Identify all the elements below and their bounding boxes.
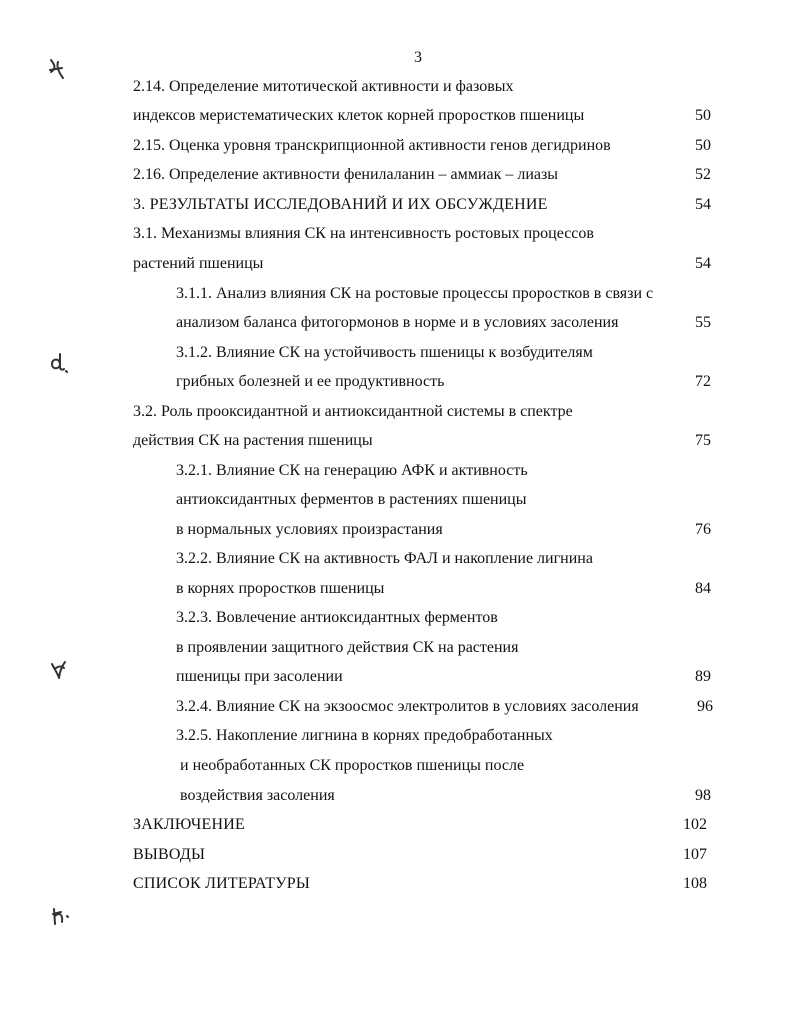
toc-entry-3-2-3-line1: 3.2.3. Вовлечение антиоксидантных ферментов bbox=[176, 609, 498, 626]
margin-handwritten-mark-2 bbox=[48, 352, 70, 380]
toc-entry-3-2-line2: действия СК на растения пшеницы bbox=[133, 432, 373, 449]
margin-handwritten-mark-4 bbox=[51, 906, 73, 934]
toc-page-3-2-4: 96 bbox=[697, 698, 713, 715]
toc-entry-3-2-3-line2: в проявлении защитного действия СК на растения bbox=[176, 639, 519, 656]
toc-page-references: 108 bbox=[683, 875, 707, 892]
toc-page-3-1-1: 55 bbox=[695, 314, 711, 331]
toc-entry-3-2-4: 3.2.4. Влияние СК на экзоосмос электролитов в условиях засоления bbox=[176, 698, 639, 715]
toc-entry-3-1-2-line1: 3.1.2. Влияние СК на устойчивость пшеницы к возбудителям bbox=[176, 344, 593, 361]
margin-handwritten-mark-1 bbox=[48, 58, 66, 86]
toc-page-chapter-3: 54 bbox=[695, 196, 711, 213]
toc-page-3-2-1: 76 bbox=[695, 521, 711, 538]
toc-entry-3-2-2-line2: в корнях проростков пшеницы bbox=[176, 580, 385, 597]
toc-entry-3-2-5-line1: 3.2.5. Накопление лигнина в корнях предобработанных bbox=[176, 727, 553, 744]
toc-entry-3-2-5-line3: воздействия засоления bbox=[180, 787, 335, 804]
toc-entry-3-1-1-line1: 3.1.1. Анализ влияния СК на ростовые процессы проростков в связи с bbox=[176, 285, 654, 302]
toc-page-3-2: 75 bbox=[695, 432, 711, 449]
toc-entry-findings: ВЫВОДЫ bbox=[133, 846, 206, 863]
toc-page-2-14: 50 bbox=[695, 107, 711, 124]
page-number: 3 bbox=[414, 49, 422, 66]
toc-page-findings: 107 bbox=[683, 846, 707, 863]
toc-page-2-16: 52 bbox=[695, 166, 711, 183]
toc-entry-3-1-line1: 3.1. Механизмы влияния СК на интенсивность ростовых процессов bbox=[133, 225, 594, 242]
toc-entry-2-14-line2: индексов меристематических клеток корней проростков пшеницы bbox=[133, 107, 585, 124]
toc-page-3-1-2: 72 bbox=[695, 373, 711, 390]
toc-entry-3-2-line1: 3.2. Роль прооксидантной и антиоксидантной системы в спектре bbox=[133, 403, 573, 420]
toc-entry-3-2-5-line2: и необработанных СК проростков пшеницы после bbox=[180, 757, 525, 774]
toc-entry-3-2-1-line2: антиоксидантных ферментов в растениях пшеницы bbox=[176, 491, 527, 508]
toc-page-3-2-5: 98 bbox=[695, 787, 711, 804]
toc-page-2-15: 50 bbox=[695, 137, 711, 154]
toc-entry-2-14-line1: 2.14. Определение митотической активности и фазовых bbox=[133, 78, 514, 95]
toc-entry-2-15: 2.15. Оценка уровня транскрипционной активности генов дегидринов bbox=[133, 137, 611, 154]
margin-handwritten-mark-3 bbox=[50, 660, 68, 686]
toc-entry-3-1-2-line2: грибных болезней и ее продуктивность bbox=[176, 373, 445, 390]
toc-entry-3-2-2-line1: 3.2.2. Влияние СК на активность ФАЛ и накопление лигнина bbox=[176, 550, 593, 567]
toc-page-3-2-2: 84 bbox=[695, 580, 711, 597]
toc-entry-3-1-1-line2: анализом баланса фитогормонов в норме и в условиях засоления bbox=[176, 314, 619, 331]
toc-entry-3-2-1-line3: в нормальных условиях произрастания bbox=[176, 521, 443, 538]
toc-entry-conclusion: ЗАКЛЮЧЕНИЕ bbox=[133, 816, 245, 833]
toc-entry-3-1-line2: растений пшеницы bbox=[133, 255, 264, 272]
toc-page-3-2-3: 89 bbox=[695, 668, 711, 685]
toc-entry-2-16: 2.16. Определение активности фенилаланин – аммиак – лиазы bbox=[133, 166, 559, 183]
toc-entry-3-2-3-line3: пшеницы при засолении bbox=[176, 668, 343, 685]
toc-page-3-1: 54 bbox=[695, 255, 711, 272]
toc-entry-chapter-3: 3. РЕЗУЛЬТАТЫ ИССЛЕДОВАНИЙ И ИХ ОБСУЖДЕНИЕ bbox=[133, 196, 548, 213]
toc-entry-references: СПИСОК ЛИТЕРАТУРЫ bbox=[133, 875, 310, 892]
toc-page-conclusion: 102 bbox=[683, 816, 707, 833]
toc-entry-3-2-1-line1: 3.2.1. Влияние СК на генерацию АФК и активность bbox=[176, 462, 528, 479]
